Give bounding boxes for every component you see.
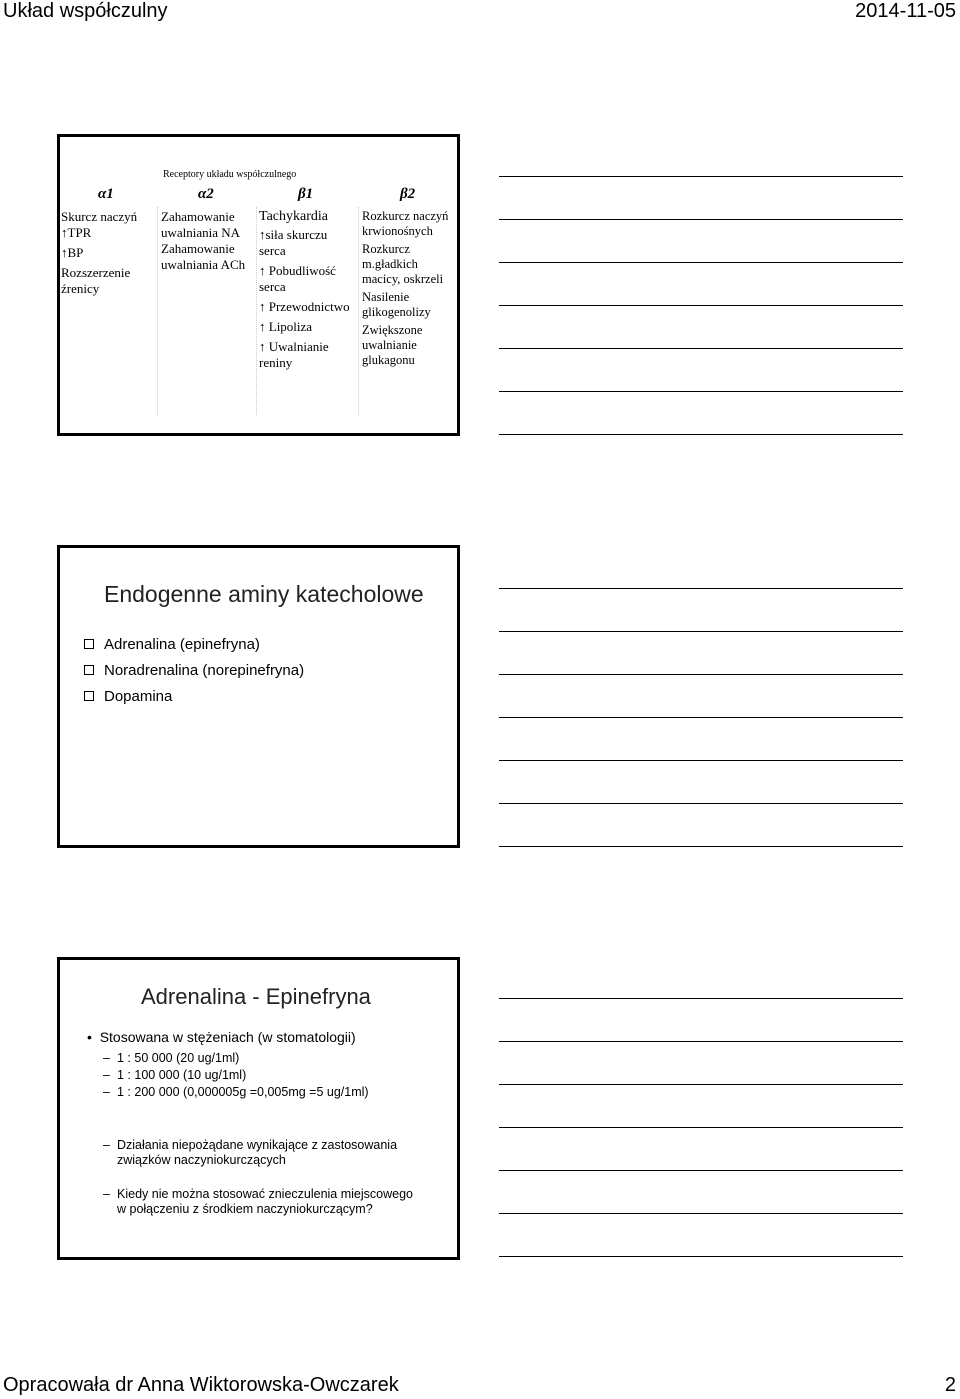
page-number: 2 (944, 1374, 956, 1396)
effect-line: źrenicy (61, 281, 100, 296)
column-alpha1 (61, 209, 137, 297)
column-heading-alpha1: α1 (98, 186, 114, 202)
sub-list-item: – 1 : 50 000 (20 ug/1ml) (103, 1051, 240, 1065)
square-bullet-icon (84, 639, 94, 649)
bullet-list (84, 632, 304, 710)
document-title: Układ współczulny (3, 0, 168, 22)
note-line (499, 305, 903, 306)
effect-line: glukagonu (362, 353, 415, 367)
sub-list-item: – Działania niepożądane wynikające z zastosowania związków naczyniokurczących (103, 1138, 398, 1167)
effect-line: reniny (259, 355, 293, 370)
list-item: Noradrenalina (norepinefryna) (84, 658, 304, 684)
effect-line: Zwiększone (362, 323, 423, 337)
note-line (499, 1041, 903, 1042)
slide-adrenaline (57, 957, 460, 1260)
sub-list-item: – Kiedy nie można stosować znieczulenia miejscowego w połączeniu z środkiem naczyniokurczącym? (103, 1187, 413, 1216)
effect-line: Tachykardia (259, 209, 328, 224)
effect-line: Nasilenie (362, 290, 410, 304)
column-divider (358, 207, 359, 415)
effect-line: m.gładkich (362, 257, 418, 271)
note-line (499, 219, 903, 220)
effect-line: ↑ Pobudliwość (259, 263, 336, 278)
bullet-dot-icon: • (87, 1029, 100, 1045)
effect-line: Rozszerzenie (61, 265, 131, 280)
note-line (499, 998, 903, 999)
column-divider (157, 207, 158, 415)
note-line (499, 631, 903, 632)
effect-line: glikogenolizy (362, 305, 431, 319)
slide-caption: Receptory układu współczulnego (163, 169, 297, 180)
note-line (499, 434, 903, 435)
effect-line: ↑ Lipoliza (259, 319, 313, 334)
column-heading-beta2: β2 (400, 186, 416, 202)
square-bullet-icon (84, 691, 94, 701)
sub-list-item: – 1 : 100 000 (10 ug/1ml) (103, 1068, 247, 1082)
list-item: • Stosowana w stężeniach (w stomatologii) (87, 1029, 356, 1045)
effect-line: Zahamowanie (161, 241, 235, 256)
effect-line: Rozkurcz naczyń (362, 209, 449, 223)
column-alpha2 (161, 209, 245, 273)
footer-author: Opracowała dr Anna Wiktorowska-Owczarek (3, 1374, 399, 1396)
effect-line: ↑ Przewodnictwo (259, 299, 350, 314)
effect-line: Rozkurcz (362, 242, 410, 256)
square-bullet-icon (84, 665, 94, 675)
note-line (499, 846, 903, 847)
effect-line: ↑TPR (61, 225, 92, 240)
list-item: Dopamina (84, 684, 304, 710)
slide-receptors (57, 134, 460, 436)
effect-line: ↑BP (61, 245, 84, 260)
document-date: 2014-11-05 (855, 0, 956, 22)
note-line (499, 674, 903, 675)
note-line (499, 1127, 903, 1128)
slide-title: Endogenne aminy katecholowe (104, 581, 424, 607)
note-line (499, 803, 903, 804)
slide-catecholamines (57, 545, 460, 848)
note-line (499, 760, 903, 761)
note-line (499, 391, 903, 392)
sub-list-item: – 1 : 200 000 (0,000005g =0,005mg =5 ug/1ml) (103, 1085, 369, 1099)
effect-line: uwalniania ACh (161, 257, 246, 272)
column-beta2 (362, 209, 448, 368)
column-divider (256, 207, 257, 415)
effect-line: uwalnianie (362, 338, 417, 352)
note-line (499, 588, 903, 589)
note-line (499, 262, 903, 263)
note-line (499, 1213, 903, 1214)
effect-line: uwalniania NA (161, 225, 241, 240)
column-heading-alpha2: α2 (198, 186, 214, 202)
effect-line: macicy, oskrzeli (362, 272, 444, 286)
note-line (499, 176, 903, 177)
note-line (499, 1256, 903, 1257)
effect-line: Skurcz naczyń (61, 209, 138, 224)
effect-line: Zahamowanie (161, 209, 235, 224)
effect-line: krwionośnych (362, 224, 433, 238)
note-line (499, 717, 903, 718)
slide-title: Adrenalina - Epinefryna (141, 984, 371, 1009)
note-line (499, 1170, 903, 1171)
column-beta1 (259, 209, 350, 371)
effect-line: ↑siła skurczu (259, 227, 328, 242)
list-item: Adrenalina (epinefryna) (84, 632, 304, 658)
effect-line: ↑ Uwalnianie (259, 339, 329, 354)
note-line (499, 348, 903, 349)
effect-line: serca (259, 279, 286, 294)
effect-line: serca (259, 243, 286, 258)
column-heading-beta1: β1 (298, 186, 314, 202)
note-line (499, 1084, 903, 1085)
